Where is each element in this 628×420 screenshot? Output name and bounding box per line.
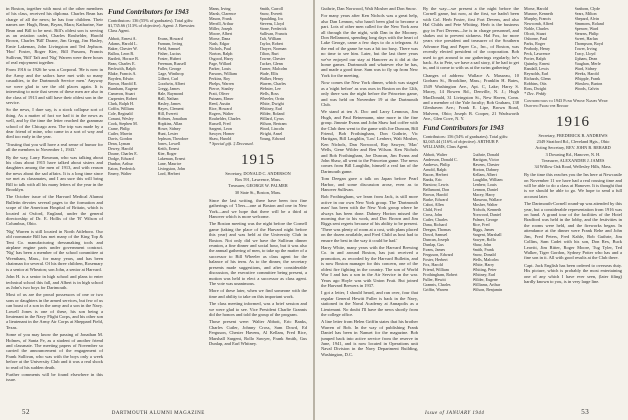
list-item: Morse, Dana	[209, 36, 231, 41]
list-item: Whitney, Earl	[472, 271, 496, 277]
list-item: Quimby, Ernest	[524, 61, 550, 66]
list-item: Osgood, Harry	[209, 56, 234, 61]
list-item: Sawyer, Homer	[209, 131, 235, 136]
paragraph: Bob Frothingham, we learn from Jack, is still more active in our own New York group. The 'Dartmouth man' has been with the New York group where he always has been done. Dabney Horton missed the morning due to his work, and Doc Brown and Jim Riggs sent regrets because of his ability to be present. 'There was plenty of room at a cost, with plans placed on the dozen available, and Fred Child as host had to ensure the best in the way it could be had.'	[321, 194, 418, 243]
list-item: Sargent, Leon	[209, 126, 232, 131]
list-item: Rice, Howard	[209, 106, 232, 111]
list-item: Griffin, Warren	[423, 286, 449, 292]
list-item: Taft, William	[259, 36, 282, 41]
fund-heading: Fund Contributors for 1943	[423, 123, 504, 132]
paragraph: in Boston, together with most of the other members of his class, received his diploma. Charles Bean has charge of all the news; he has four children. Their names are: Hugh, Bean, Bryan, Mara; Katharine, Sue Bean and Bill to be next. Bill's oldest son is serving as an aviation cadet, Charles Rouhelder, Harold Brown, Charles 'Bill' Doane, Jim Gregg, Jim Hasley, Ernie Lakeman, John Livingston and Ted Jephson. 'Hoo' Foster, Roger Kier, Bill Parsons, Francis Sullivan, 'Bill' Taft and 'Nig' Warren were three hours of real enjoyment together.	[6, 6, 103, 66]
list-item: Hall, Nathan	[157, 96, 179, 101]
paragraph: The Dartmouth-Cornell round-up was attended by this year, but a considerable representation from 1916 was on hand. A grand tour of the facilities of the Hotel Bradford was held in the lobby, and the festivities in the rooms were held, and the fireworks began. In attendance at the dinner were Frank Rehe and John Jim, Fred Peters, Fred Kahle, Bob Guthrie, Jim Collins, Sam Cadet with his son, Don Rex, Buck Leavitt, Jim Ritter, Roger Moore, Tug Tyler, Ted Walker, Tiger Gordon, Sydney Potter who has and a fine son in it. All with good results at the Club there.	[524, 201, 622, 261]
list-item: Phelps, Warren	[209, 81, 234, 86]
paragraph: Most of us are the proud possessors of one or two sons or daughters in the armed services, but few of us can boast of a son in the army and a son in the Navy. Lowell Jones is one of these, his son being a lieutenant in the Navy Flight Corps, and his other son a lieutenant in the Army Air Corps at Sheppard Field, Texas.	[6, 292, 103, 330]
list-item: Whiting, Peter	[472, 266, 497, 272]
list-item: Reed, Austin	[209, 101, 231, 106]
list-item: Lane, Maurice	[157, 161, 182, 166]
list-item: Barstow, Lewis	[423, 181, 449, 187]
list-item: Weeks, Harold	[574, 71, 599, 76]
list-item: Jones, Lowell	[157, 141, 181, 146]
treasurer-line: Treasurer, GEORGE W. PALMER	[228, 183, 288, 189]
list-item: Stearns, Philip	[574, 31, 599, 36]
contributor-list	[209, 6, 307, 141]
list-item: Snow, Everett	[259, 11, 283, 16]
list-item: Friend, William	[423, 266, 449, 272]
list-item: Walker, Henry	[259, 76, 284, 81]
list-item: Parsons, William	[209, 71, 237, 76]
list-item: Brown, Harold E.	[108, 81, 138, 86]
list-item: Doane, Charles E.	[108, 151, 138, 156]
list-item: Wright, Ansel	[259, 131, 283, 136]
list-item: Lord, Herbert	[157, 171, 181, 176]
list-item: Perkins, Roy	[209, 76, 231, 81]
list-item: Putnam, Elmer	[209, 96, 234, 101]
list-item: Shepard, Alvin	[574, 16, 600, 21]
paragraph: By the way, Larry Bowman, who was talking about his class about 1915 have talked about sisters and daughters among the men of 1913, and with reason the news about the sad affairs. It is a long time since we met as classmates, and I am sure this will bring Bill to talk with all his many letters of the year in the Brooklyn.	[6, 154, 103, 192]
list-item: Beckwith, Ralph	[108, 66, 136, 71]
list-item: Rice, Fred	[472, 221, 490, 227]
list-item: Horton, Dabney	[472, 166, 499, 172]
list-item: Livingston, John	[157, 166, 186, 171]
list-item: Mann, Irving	[209, 6, 231, 11]
list-item: Rouhelder, Charles	[209, 116, 241, 121]
list-item: Freeman, Russell	[157, 61, 186, 66]
list-item: Sawyer, Rollo	[472, 236, 496, 242]
right-col-3	[524, 6, 622, 286]
list-item: Foster, Hubert	[157, 56, 181, 61]
list-item: Evans, Howard	[157, 36, 183, 41]
paragraph: By the way—we present a the night before the Cornell game, but now, at the first, we hadn't been with Col. Herb Foster, first Fort Devens, and also Hal Childs and Pete Whiting. Herb is the business guy in Fort Devens—he is in charge personnel, and shakes out to prevent sickness. Hal Fox, for more years vice president and treasurer of the Southern Advance Bag and Paper Co., Inc., of Boston, was recently elected president of the corporation. Bob used to get around to our gatherings regularly; he's back. As to Pete, we have a sad story, if he had to get in, and it come to with us at the swim gathering!	[423, 6, 519, 71]
list-item: Reynolds, Earl	[524, 71, 549, 76]
list-item: Newcomb, Alfred	[524, 21, 554, 26]
list-item: Parker, Louis	[209, 66, 231, 71]
list-item: Andrews, Philip	[423, 161, 450, 167]
list-item: Frothingham, Robert	[423, 271, 458, 277]
right-col-1	[321, 6, 418, 359]
list-item: Conant, Wesley	[108, 116, 134, 121]
list-item: Peck, Lawrence	[524, 51, 551, 56]
list-item: Peabody, Henry	[524, 46, 551, 51]
list-item: Warren, Charles	[259, 81, 286, 86]
paragraph: I got a letter, I should heard, and ran over, four that regular General Hewitt Fuller is back in the Navy, stationed in the Naval Academy at Annapolis as a Lieutenant. No doubt I'll have the news shortly from the college office.	[321, 290, 418, 317]
list-item: Wade, Ellis	[259, 71, 279, 76]
list-item: Wilson, Benjamin	[472, 286, 503, 292]
list-item: Brown, Harold	[423, 191, 448, 197]
fund-subheading: Contributors: 136 (55% of graduates). Total gifts: $1,735.66 (113% of objective). Agent: J. Brewster. Class Agent.	[108, 18, 196, 33]
left-col-1	[6, 6, 103, 385]
list-item: Abbott, Ernest A.	[108, 36, 137, 41]
list-item: Spaulding, Ira	[259, 16, 283, 21]
treasurer-line: Treasurer, ALEXANDER J. JAMES	[541, 157, 605, 163]
paragraph: Those present were: Walter Abbott, Eric Banks, Charles Cutler, Johnny Cross, Sam Dowd, Ed Ferguson, Chester Havens, Al Kellam, Fred Rice, Marshall Sargent, Rollo Sawyer, Frank Smith, Gus Dunlap, and Earl Whitney.	[209, 319, 307, 346]
list-item: Young, Edward	[259, 136, 286, 141]
class-year-heading: 1915	[241, 152, 275, 168]
list-item: Willard, Cyrus	[259, 116, 284, 121]
list-item: Fox, Harold	[423, 261, 443, 267]
footnote: * Dec. Prddy	[524, 91, 547, 96]
list-item: Abbott, Walter	[423, 151, 448, 157]
list-item: Porter, Ralph	[524, 56, 546, 61]
list-item: Havens, Chester	[472, 161, 500, 167]
list-item: Nichols, Paul	[209, 46, 232, 51]
paragraph: The class meeting informed, was a brief session and we were glad to see. Vice President Charlie Grannis did the honors and told the group of the program.	[209, 301, 307, 317]
class-year-heading: 1916	[556, 114, 590, 130]
fund-heading: Fund Contributors for 1943	[108, 8, 189, 16]
list-item: Morse, Harold	[524, 6, 548, 11]
list-item: Stone, Frederick	[259, 26, 287, 31]
paragraph: The October issue of the Harvard Medical Alumni Bulletin devotes several pages to the formation and scope of the American Hospital of Britain, which is located at Oxford, England, under the general directorship of Dr. E. Hollis of the 'B' Wilson of Columbus, Ohio.	[6, 194, 103, 227]
list-item: Ferguson, Edward	[423, 251, 453, 257]
list-item: Adams, Harold L.	[108, 41, 138, 46]
list-item: Dodge, Edward	[108, 156, 134, 161]
list-item: Russell, Fred	[209, 121, 231, 126]
list-item: Field, Samuel	[157, 46, 181, 51]
list-item: Rogers, Walter	[209, 111, 234, 116]
list-item: Whipple, Frank	[574, 76, 601, 81]
list-item: Noble, Charles	[524, 26, 549, 31]
list-item: Stevens, Lloyd	[259, 21, 285, 26]
list-item: Miller, Joseph	[209, 26, 233, 31]
list-item: Lennon, Daniel	[472, 186, 498, 192]
list-item: Merrill, Arthur	[209, 21, 234, 26]
paragraph: Since the last writing, there have been two fine gatherings of '15ers—one at Boston and one in New York—and we hope that there will be a third at Hanover which is more welcome.	[209, 197, 307, 220]
list-item: White, Harry	[472, 261, 495, 267]
list-item: Dewey, Harold	[108, 146, 133, 151]
list-item: Davis, Gordon	[108, 136, 133, 141]
list-item: Turner, Malcolm	[259, 66, 288, 71]
paragraph: Further comments will be found elsewhere in this issue.	[6, 372, 103, 383]
list-item: Norton, Ralph	[209, 51, 233, 56]
list-item: Clark, Ralph H.	[108, 101, 134, 106]
list-item: Bartlett, Horace B.	[108, 56, 139, 61]
omitted-note: Contributors to 1943 Fund Whose Names Were Omitted From the Report	[524, 98, 608, 108]
list-item: Wood, Lincoln	[259, 126, 284, 131]
list-item: Taylor, Robert	[259, 41, 284, 46]
list-item: Shaw, Harold	[209, 136, 232, 141]
list-item: Hayes, Clement	[157, 106, 184, 111]
list-item: Dunlap, Gus	[423, 241, 444, 247]
left-page	[0, 0, 313, 420]
left-col-2	[108, 6, 204, 176]
list-item: Boyden, Edwin	[108, 76, 134, 81]
page-number: 52	[22, 408, 30, 416]
list-item: Anderson, Donald C.	[423, 156, 458, 162]
list-item: Fisher, Lucius	[157, 51, 181, 56]
list-item: Randall, Lewis	[524, 66, 549, 71]
paragraph: By the time this reaches you the Ins here at Newcastle on November 11 we have had a real rousing time and will be able to do a class at Hanover. It is thought that is we should be able to go. We hope to send a full account later.	[524, 172, 622, 199]
list-item: Bean, Charles E.	[108, 61, 136, 66]
list-item: Foster, Herbert	[423, 256, 448, 262]
contributor-list	[108, 36, 204, 176]
paragraph: From 1916 to 1926 he was a Corporal. 'He is now in the Army and the sailors have met with so many casualties, to the Dartmouth Service men.' Anyway we were glad to see the old places again. It is interesting to note that seven of these men are also in the class of 1913 and still have their oldest son in the service.	[6, 67, 103, 105]
list-item: Cutler, Charles	[423, 216, 448, 222]
list-item: Smith, Frank	[472, 246, 494, 252]
secretary-address: 2349 Stratford Rd., Cleveland Hgts., Ohio	[536, 139, 610, 145]
list-item: Pratt, Oliver	[209, 91, 230, 96]
list-item: Holmes, Jonathan	[157, 116, 187, 121]
list-item: Goodwin, Albert	[157, 81, 186, 86]
list-item: Osborne, Paul	[524, 36, 548, 41]
list-item: Coffin, William	[108, 106, 134, 111]
paragraph: Now comes the New York dinner, which was staged as a 'night before' as was ours in Boston on the 12th, only there was the night before the Princeton game, and was held on November 19 at the Dartmouth Club.	[321, 80, 418, 107]
list-item: Hale, Raymond	[157, 91, 184, 96]
list-item: Parks, Roger	[524, 41, 546, 46]
acting-secretary-line: Acting Secretary, REV. JOHN B. BERARD	[535, 145, 611, 151]
paragraph: Some of you may know the passing of Jonathan M. Holmes, of Santa Fe, as a student of another friend and classmate. The meeting papers of November so carried the announcement of the engagement of Frank Sullivan, who was with the boys only a week before at the University Club and it was a real shock to read of his sudden death.	[6, 332, 103, 370]
list-item: Towne, Chester	[259, 56, 286, 61]
list-item: Dean, Lyman	[108, 141, 131, 146]
list-item: Grannis, Charles	[423, 281, 451, 287]
list-item: Dunbar, Arthur	[108, 161, 133, 166]
list-item: Norwood, Daniel	[472, 211, 501, 217]
paragraph: We stand at ten A. Doc and Larry Lennoux, Jim Hugh, and Paul Beinemann, nine more in the fine group. Jimmie Evans and John Shaw had coffee with the Club then went to the game with Joe Duncan, Bill Friend, Bob Frothingham, Don Guthrie, Vic Hartigan, Bill Laughlin, 'Lou' Lenherr, Walt Mosher, Ken Nichols, Dan Norwood, Ray Sawyer, 'Mac' Wells, Gene Wilder and Ben Wilson. Ken Nichols and Bob Frothingham, Joe Duncan, Jim Evans and John Shaw, all went to the Princeton game. The news comes from Bill Laughlin, himself a real fan of the Dartmouth game.	[321, 109, 418, 174]
page-number: 53	[581, 408, 590, 416]
list-item: Olcott, Stuart	[524, 31, 547, 36]
list-item: Snow, Donald	[472, 251, 496, 257]
list-item: Kellam, Albert	[472, 171, 497, 177]
right-page	[315, 0, 628, 420]
paragraph: A line letter from Helen Griffin states that his brother Warren of Bob. In the way of publishing Frank Daniel has been in Nanuet for the magazine. Bob jumped back into active service from the reserve in June, 1941, and is now located in Operations unit Naval Division in the Navy Department Building, Washington, D.C.	[321, 319, 418, 357]
list-item: Macey, Harry	[472, 191, 495, 197]
list-item: Ward, Sidney	[574, 66, 597, 71]
list-item: Sanborn, Clyde	[574, 6, 600, 11]
list-item: Keith, Ernest	[157, 146, 180, 151]
list-item: Munroe, Kenneth	[524, 11, 553, 16]
list-item: Emery, Walter	[108, 171, 132, 176]
list-item: Murphy, Francis	[524, 16, 552, 21]
list-item: Dowd, Samuel	[423, 231, 448, 237]
list-item: Simmons, Roland	[574, 21, 604, 26]
list-item: Moore, Albert	[209, 31, 233, 36]
list-item: Ballou, Leon B.	[108, 51, 135, 56]
paragraph: For many years after Ken Nichols was a great help, also Dan Lennon, who hasn't been glad to become a part. Lots of other men called for the New York area all through the the night, with Dan in the Mooney. Don Bellamont, spending long days with the heart of Lake George, came a few days to do a telegram. At the end of the game he was a bit too busy. There was no time to see him. Later, but the last three years we've enjoyed our stay at Hanover as it did at the home games. Dartmouth and whatever else he has, and made a good time. Sam was to fly up from New York for the meeting.	[321, 13, 418, 78]
list-item: Robbins, Otis	[524, 81, 547, 86]
list-item: Hartigan, Victor	[472, 156, 500, 162]
contributor-list	[524, 6, 622, 91]
list-item: Richards, Glenn	[524, 76, 551, 81]
list-item: Child, Fred	[423, 206, 442, 212]
list-item: Gilbert, Carl	[157, 76, 179, 81]
paragraph: John H. is a senior in high school and plans to enter technical school this fall, and Albert is in high school as John's two boys for Dartmouth.	[6, 274, 103, 290]
list-item: Baker, Chester W.	[108, 46, 138, 51]
list-item: Whitney, Earl	[259, 106, 283, 111]
paragraph: More of these later, when we find someone with the time and ability to take on this important work.	[209, 288, 307, 299]
list-item: Cabot, Allen	[423, 201, 444, 207]
acting-secretary-address: 3 Downing Rd., Hanover, N. H.	[545, 151, 601, 157]
list-item: Wells, Malcolm	[472, 256, 499, 262]
list-item: Howe, Sidney	[157, 126, 181, 131]
list-item: Spencer, Ward	[574, 26, 599, 31]
list-item: Smith, Carroll	[259, 6, 283, 11]
paragraph: Harry White, many years with the Harvard Brewing Co. in and around Boston, has just received a promotion, as recorded by the Harvard Bulletin, and is now Boston manager for this concern, one of the oldest fire fighting in the country. The son of World War I and has a son in the Air Service in the war. Years ago Hoyle was with Union Fruit. But joined the Harvard Brewers in 1937.	[321, 245, 418, 288]
list-item: Lenherr, Louis	[472, 181, 497, 187]
list-item: Cutler, Marvin	[108, 131, 133, 136]
list-item: Winslow, Burton	[574, 81, 603, 86]
list-item: Cole, Reginald	[108, 111, 133, 116]
paragraph: Capt. Jack English has been ordered to overseas duty. His picture, which is probably the most entertaining one of any which I have ever seen, (later filing) hardly known to you, is in very large line.	[524, 262, 622, 284]
fund-subheading: Contributors: 156 (54% of graduates). Total gifts: $2,045.44 (116% of objective). ARTHUR P. WILLIAMS, Class Agent.	[423, 133, 509, 149]
list-item: Lakeman, Ernest	[157, 156, 186, 161]
left-col-3	[209, 6, 307, 348]
list-item: Tracy, Lloyd	[574, 51, 596, 56]
list-item: Pierce, Stanley	[209, 86, 234, 91]
list-item: Mason, Frank	[209, 16, 232, 21]
list-item: Tucker, Glenn	[259, 61, 283, 66]
list-item: Palmer, George	[472, 216, 498, 222]
list-item: Bellamont, Don	[423, 186, 450, 192]
list-item: Cook, Stephen M.	[108, 121, 138, 126]
list-item: Duncan, Joseph	[423, 236, 449, 242]
list-item: Woods, Calvin	[574, 86, 599, 91]
footnote: * Special gift. ‡ Deceased.	[209, 141, 254, 146]
list-item: Williams, Arthur	[472, 281, 501, 287]
list-item: White, Dwight	[259, 101, 284, 106]
list-item: Burke, Edward	[423, 196, 448, 202]
list-item: Sullivan, Francis	[259, 31, 288, 36]
contributor-list	[423, 152, 519, 292]
secretary-address: Box 591, Lawrence, Mass.	[234, 177, 282, 183]
list-item: Cross, John	[423, 211, 443, 217]
right-col-2	[423, 6, 519, 292]
issue-title: Issue of JANUARY 1944	[425, 411, 485, 416]
list-item: Farnum, Irving	[157, 41, 183, 46]
list-item: Upham, Dean	[574, 56, 598, 61]
list-item: Wilder, Eugene	[472, 276, 498, 282]
list-item: Crane, Philip	[108, 126, 130, 131]
list-item: Hunt, Lester	[157, 131, 178, 136]
list-item: Fuller, George	[157, 66, 182, 71]
paragraph: 'Trusting that you will have a real sense of humor for all the members to November 1, 1943.'	[6, 141, 103, 153]
list-item: Tilton, Burt	[259, 51, 279, 56]
secretary-line: Secretary, FREDERICK B. ANDREWS	[538, 133, 608, 138]
paragraph: The Boston meeting was the night before the Cornell game (taking the place of the Harvard night before this year) and was held at the University Club in Boston. Not only did we have the Sullivan dinner reunion, a fine dinner and social hour, but it was also the annual gathering of men, to take up the matter of a successor to Bill Wheeler as class agent for the balance of his term. As to the dinner, the secretary presents made suggestions, and after considerable discussion, the executive committee being present, a motion was held to elect a successor as class agent. The vote was unanimous.	[209, 221, 307, 286]
list-item: Kier, Roger	[157, 151, 177, 156]
right-footer	[425, 408, 589, 416]
list-item: Arnold, Ralph	[423, 166, 447, 172]
list-item: Wilson, Bertram	[259, 121, 287, 126]
list-item: Shaw, John	[472, 241, 492, 247]
list-item: Masseau, Wallace	[472, 196, 502, 202]
list-item: Sears, Milton	[574, 11, 597, 16]
left-footer	[22, 408, 205, 416]
list-item: Burnham, Eugene	[108, 86, 138, 91]
secretary-line: Secretary, DONALD C. ANDERSON	[225, 171, 291, 176]
list-item: Thompson, Boyd	[574, 41, 603, 46]
list-item: Thayer, Norman	[259, 46, 287, 51]
list-item: Sargent, Marshall	[472, 231, 502, 237]
list-item: Riggs, James	[472, 226, 495, 232]
list-item: Fuller, Hewitt	[423, 276, 446, 282]
list-item: Sweet, Harlan	[574, 36, 598, 41]
list-item: Dana, Richard	[423, 221, 447, 227]
list-item: Nichols, Kenneth	[472, 206, 502, 212]
paragraph: Tom Deegan gave a talk on Japan before Pearl Harbor, and some discussion arose, even as to Hanover Sullivan.	[321, 176, 418, 192]
list-item: Wilder, Roland	[259, 111, 285, 116]
treasurer-address: 34 Willow Oak Road, Wellesley Hills, Mass.	[534, 164, 612, 170]
list-item: Jephson, Theodore	[157, 136, 189, 141]
list-item: Gregg, James	[157, 86, 180, 91]
list-item: Page, Willard	[209, 61, 232, 66]
list-item: Laughlin, William	[472, 176, 503, 182]
list-item: Nash, Edgar	[209, 41, 230, 46]
paragraph: So the news, I dare say, is a stock collapse sort of thing. As a matter of fact we had it in the news as well, and by the time the letter reached the grammar school of the Chicago area. The trip was made by a dear friend of mine, who came in a sort of way and died too early in the year.	[6, 107, 103, 140]
list-item: Wheeler, Orrin	[259, 96, 285, 101]
list-item: Hill, Everett	[157, 111, 178, 116]
paragraph: 'Nig' Warren is still located in North Attleboro. Our old roommate Bill has met many of the King Top & Tent Co. manufacturing dressmaking tools and airplane engine parts under government contract. 'Nig' has been a member of the school committee at Wrentham, Mass., for many years, and has been chairman for several. Of his three children, Rosemary is a senior at Wheaton; son John, a senior at Harvard.	[6, 228, 103, 272]
magazine-title: DARTMOUTH ALUMNI MAGAZINE	[111, 411, 205, 416]
list-item: Vaughan, Merle	[574, 61, 601, 66]
list-item: Eaton, Frederick	[108, 166, 136, 171]
list-item: Hasley, James	[157, 101, 181, 106]
list-item: Wells, Ross	[259, 91, 279, 96]
list-item: Deegan, Thomas	[423, 226, 451, 232]
list-item: Guthrie, Donald	[472, 151, 500, 157]
list-item: Evans, James	[423, 246, 446, 252]
list-item: Carpenter, Robert	[108, 96, 138, 101]
list-item: Cameron, Stuart	[108, 91, 135, 96]
list-item: Hopkins, Allan	[157, 121, 183, 126]
list-item: Gage, Winthrop	[157, 71, 184, 76]
list-item: Marsh, Clarence	[209, 11, 237, 16]
list-item: Mosher, Walter	[472, 201, 498, 207]
paragraph: Guthrie, Dan Norwood, Walt Mosher and Don Snow.	[321, 6, 417, 11]
paragraph: Changes of address: Wallace A. Masseau, 10 Gorham St., Brookline, Mass.; Franklin H. Bates, 1549 Washington Ave., Apt. C, Lake; Harry S. Macey, 14 Bowen Rd., Denville, N. J.; Hugh MacDonald, 31 Livingston St., New Haven, Conn. and a member of the Yale faculty; Rob Graham, 138 Glenhaven Ave.; Frank E. Lipe, Brown Road, Malvern, Ohio; Joseph B. Cooper, 21 Wadsworth Ave., Glen Cove, N. Y.	[423, 72, 519, 122]
list-item: Banks, Eric	[423, 176, 443, 182]
list-item: Bacon, Herbert	[423, 171, 449, 177]
treasurer-address: 30 State St., Boston, Mass.	[234, 189, 282, 195]
list-item: Tower, Irving	[574, 46, 597, 51]
list-item: Webster, Lee	[259, 86, 281, 91]
list-item: Ross, Dwight	[524, 86, 547, 91]
list-item: Blake, Francis A.	[108, 71, 137, 76]
